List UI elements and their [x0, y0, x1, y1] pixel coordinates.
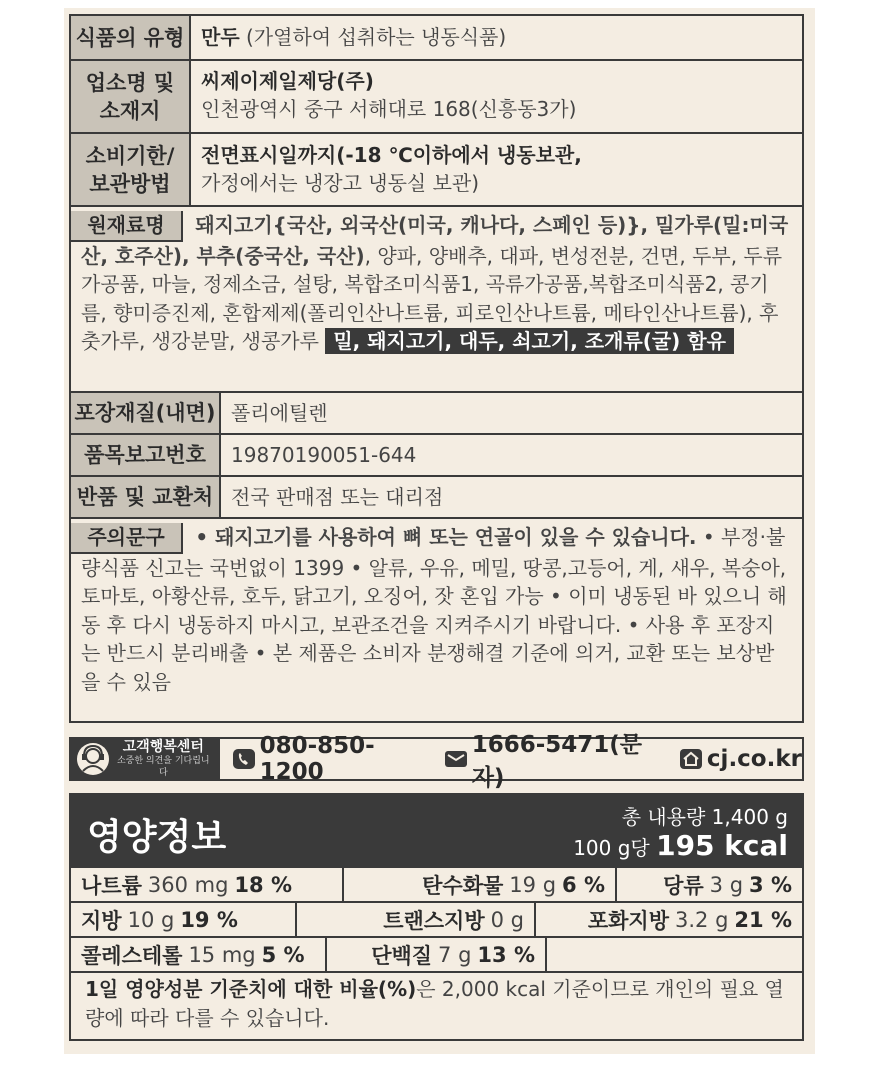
- food-type-label: 식품의 유형: [71, 16, 191, 59]
- expiry-label: 소비기한/ 보관방법: [71, 134, 191, 205]
- packaging-label: 포장재질(내면): [71, 393, 221, 433]
- exchange-value: 전국 판매점 또는 대리점: [231, 485, 444, 509]
- ingredients-label: 원재료명: [71, 211, 183, 242]
- report-number-label: 품목보고번호: [71, 435, 221, 475]
- nutrient-fat: 지방 10 g 19 %: [71, 903, 297, 936]
- nutrient-protein: 단백질 7 g 13 %: [327, 938, 547, 971]
- food-type-row: [71, 16, 802, 61]
- caution-row: [71, 519, 802, 721]
- expiry-row: [71, 134, 802, 207]
- nutrition-note: 1일 영양성분 기준치에 대한 비율(%)은 2,000 kcal 기준이므로 개인의 필요 열량에 따라 다를 수 있습니다.: [85, 977, 784, 1030]
- caution-label: 주의문구: [71, 523, 183, 554]
- nutrient-sugars: 당류 3 g 3 %: [663, 872, 792, 898]
- food-type-value: 만두: [201, 25, 240, 49]
- envelope-icon: [444, 750, 468, 768]
- product-info-table: [69, 14, 804, 723]
- manufacturer-name: 씨제이제일제당(주): [201, 69, 374, 93]
- customer-center-bar: [69, 732, 804, 791]
- ingredients-rest: , 양파, 양배추, 대파, 변성전분, 건면, 두부, 두류가공품, 마늘, 정제소금, 설탕, 복합조미식품1, 곡류가공품,복합조미식품2, 콩기름, 향미증진제, 혼합제제(폴리인산나트륨, 피로인산나트륨, 메타인산나트륨), 후춧가루, 생강분말, 생콩가루: [81, 243, 783, 353]
- exchange-row: [71, 477, 802, 519]
- ingredients-row: [71, 207, 802, 393]
- headset-person-icon: [75, 741, 111, 777]
- phone-number: 080-850-1200: [259, 733, 375, 785]
- nutrient-carbohydrate: 탄수화물 19 g 6 %: [344, 868, 617, 901]
- nutrition-per: 100 g당: [573, 836, 650, 860]
- packaging-value: 폴리에틸렌: [231, 401, 328, 425]
- nutrition-row: [71, 903, 802, 938]
- nutrition-row: [71, 938, 802, 973]
- house-icon: [679, 748, 703, 770]
- food-type-note: (가열하여 섭취하는 냉동식품): [246, 25, 507, 49]
- sms-contact[interactable]: [444, 726, 667, 792]
- nutrient-sodium: 나트륨 360 mg 18 %: [71, 868, 344, 901]
- sms-number: 1666-5471(문자): [471, 732, 643, 791]
- nutrition-panel: [69, 793, 804, 1041]
- phone-icon: [232, 748, 256, 770]
- customer-center-header: [71, 739, 220, 779]
- website-contact[interactable]: [679, 746, 802, 772]
- report-number-row: [71, 435, 802, 477]
- nutrient-saturated-fat: 포화지방 3.2 g 21 %: [587, 907, 792, 933]
- caution-rest: • 부정·불량식품 신고는 국번없이 1399 • 알류, 우유, 메밀, 땅콩,고등어, 게, 새우, 복숭아, 토마토, 아황산류, 호두, 닭고기, 오징어, 잣 혼입 가능 • 이미 냉동된 바 있으니 해동 후 다시 냉동하지 마시고, 보관조건을 지켜주시기 바랍니다. • 사용 후 포장지는 반드시 분리배출 • 본 제품은 소비자 분쟁해결 기준에 의거, 교환 또는 보상받을 수 있음: [81, 525, 787, 694]
- exchange-label: 반품 및 교환처: [71, 477, 221, 517]
- nutrition-title: 영양정보: [87, 817, 227, 858]
- nutrition-kcal: 195 kcal: [656, 829, 788, 862]
- manufacturer-label: 업소명 및 소재지: [71, 61, 191, 132]
- expiry-line2: 가정에서는 냉장고 냉동실 보관): [201, 171, 480, 195]
- ingredients-main: 돼지고기{국산, 외국산(미국, 캐나다, 스페인 등)}, 밀가루(밀:미국산, 호주산), 부추(중국산, 국산): [81, 213, 789, 268]
- website-url: cj.co.kr: [706, 746, 802, 772]
- allergen-badge: 밀, 돼지고기, 대두, 쇠고기, 조개류(굴) 함유: [325, 328, 734, 354]
- nutrient-trans-fat: 트랜스지방 0 g: [297, 903, 536, 936]
- manufacturer-address: 인천광역시 중구 서해대로 168(신흥동3가): [201, 97, 577, 121]
- report-number-value: 19870190051-644: [231, 443, 417, 467]
- customer-center-subtitle: 소중한 의견을 기다립니다: [116, 756, 210, 778]
- expiry-line1: 전면표시일까지(-18 ℃이하에서 냉동보관,: [201, 143, 582, 167]
- packaging-row: [71, 393, 802, 435]
- caution-bold: • 돼지고기를 사용하여 뼈 또는 연골이 있을 수 있습니다.: [195, 525, 697, 549]
- phone-contact[interactable]: [232, 733, 432, 785]
- nutrition-row: [71, 868, 802, 903]
- nutrient-cholesterol: 콜레스테롤 15 mg 5 %: [71, 938, 327, 971]
- manufacturer-row: [71, 61, 802, 134]
- nutrition-header: [71, 795, 802, 868]
- customer-center-title: 고객행복센터: [122, 739, 204, 755]
- nutrition-total: 총 내용량 1,400 g: [621, 805, 788, 829]
